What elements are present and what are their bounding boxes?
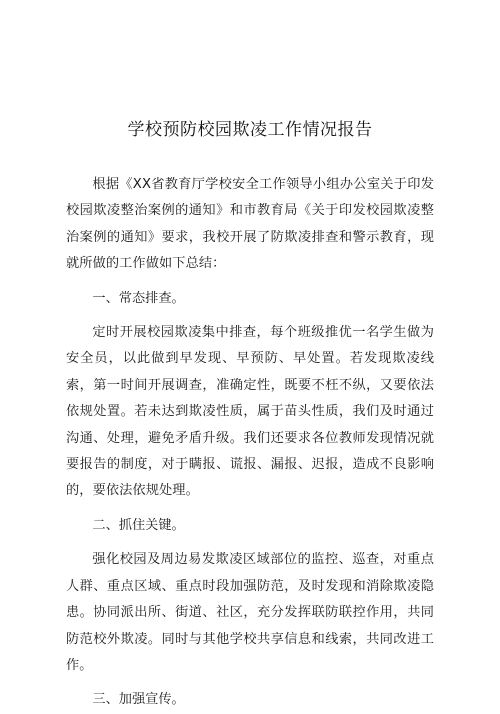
section-body-1: 定时开展校园欺凌集中排查，每个班级推优一名学生做为安全员，以此做到早发现、早预防、早处置。若发现欺凌线索，第一时间开展调查，准确定性，既要不枉不纵，又要依法依规处置。若未达到欺凌性质，属于苗头性质，我们及时通过沟通、处理，避免矛盾升级。我们还要求各位教师发现情况就要报告的制度，对于瞒报、谎报、漏报、迟报，造成不良影响的，要依法依规处理。 <box>66 325 434 499</box>
section-heading-2: 二、抓住关键。 <box>92 517 185 533</box>
section-body-2: 强化校园及周边易发欺凌区域部位的监控、巡查，对重点人群、重点区域、重点时段加强防范，及时发现和消除欺凌隐患。协同派出所、街道、社区，充分发挥联防联控作用，共同防范校外欺凌。同时与其他学校共享信息和线索，共同改进工作。 <box>66 552 434 673</box>
spacer <box>66 312 434 320</box>
spacer <box>66 539 434 547</box>
spacer <box>66 278 434 286</box>
spacer <box>66 505 434 513</box>
document-title: 学校预防校园欺凌工作情况报告 <box>127 120 373 140</box>
spacer <box>66 679 434 687</box>
intro-paragraph: 根据《XX省教育厅学校安全工作领导小组办公室关于印发校园欺凌整治案例的通知》和市教育局《关于印发校园欺凌整治案例的通知》要求，我校开展了防欺凌排查和警示教育，现就所做的工作做如下总结： <box>66 177 434 272</box>
section-heading-3: 三、加强宣传。 <box>92 692 185 708</box>
section-heading-1: 一、常态排查。 <box>92 290 185 306</box>
